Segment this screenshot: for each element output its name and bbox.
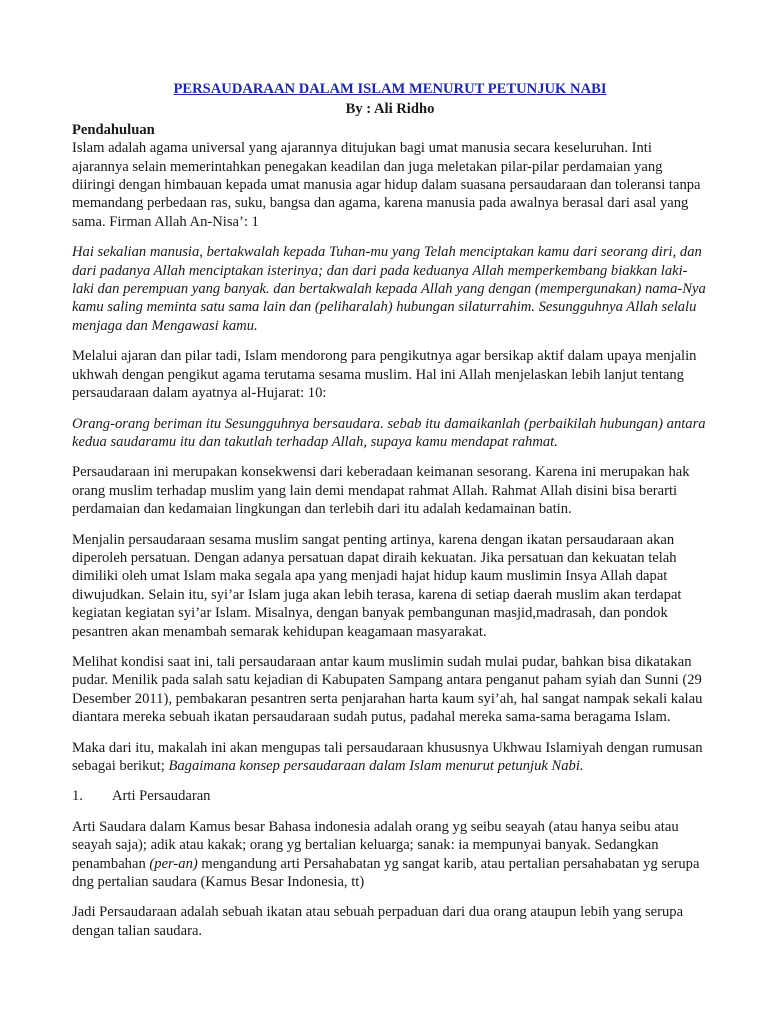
- list-item-label: Arti Persaudaran: [112, 788, 211, 805]
- paragraph-arti-saudara: [72, 818, 708, 892]
- paragraph-rumusan: [72, 739, 708, 776]
- author-byline: By : Ali Ridho: [345, 101, 435, 118]
- rumusan-text: Maka dari itu, makalah ini akan mengupas tali persaudaraan khususnya Ukhwau Islamiyah dengan rumusan sebagai berikut;: [72, 739, 703, 774]
- paragraph-jadi: Jadi Persaudaraan adalah sebuah ikatan atau sebuah perpaduan dari dua orang ataupun lebih yang serupa dengan talian saudara.: [72, 904, 684, 939]
- document-title: PERSAUDARAAN DALAM ISLAM MENURUT PETUNJUK NABI: [173, 81, 607, 97]
- paragraph-ajaran: Melalui ajaran dan pilar tadi, Islam mendorong para pengikutnya agar bersikap aktif dalam upaya menjalin ukhwah dengan pengikut agama terutama sesama muslim. Hal ini Allah menjelaskan lebih lanjut tentang persaudaraan dalam ayatnya al-Hujarat: 10:: [72, 348, 697, 402]
- document-page: [72, 80, 708, 952]
- list-number: 1.: [72, 788, 83, 805]
- numbered-item: [72, 787, 708, 805]
- paragraph-menjalin: Menjalin persaudaraan sesama muslim sangat penting artinya, karena dengan ikatan persaudaraan akan diperoleh persatuan. Dengan adanya persatuan dapat diraih kekuatan. Jika persatuan dan kekuatan telah dimiliki oleh umat Islam maka segala apa yang menjadi hajat hidup kaum muslimin Insya Allah dapat diwujudkan. Selain itu, syi’ar Islam juga akan lebih terasa, karena di setiap daerah muslim akan terdapat kegiatan kegiatan syi’ar Islam. Misalnya, dengan banyak pembangunan masjid,madrasah, dan pondok pesantren akan menambah semarak kehidupan keagamaan masyarakat.: [72, 531, 682, 640]
- quote-an-nisa: Hai sekalian manusia, bertakwalah kepada Tuhan-mu yang Telah menciptakan kamu dari seorang diri, dan dari padanya Allah menciptakan isterinya; dan dari pada keduanya Allah memperkembang biakkan laki-laki dan perempuan yang banyak. dan bertakwalah kepada Allah yang dengan (mempergunakan) nama-Nya kamu saling meminta satu sama lain dan (peliharalah) hubungan silaturrahim. Sesungguhnya Allah selalu menjaga dan Mengawasi kamu.: [72, 244, 706, 334]
- arti-text-a: Arti Saudara dalam Kamus besar Bahasa indonesia adalah orang yg seibu seayah (atau hanya seibu atau seayah saja); adik atau kakak; orang yg bertalian keluarga; sanak: ia mempunyai banyak. Sedangkan penambahan: [72, 818, 679, 872]
- intro-paragraph: Islam adalah agama universal yang ajarannya ditujukan bagi umat manusia secara keseluruhan. Inti ajarannya selain memerintahkan penegakan keadilan dan juga meletakan pilar-pilar perdamaian yang diiringi dengan himbauan kepada umat manusia agar hidup dalam suasana persaudaraan dan toleransi tanpa memandang perbedaan ras, suku, bangsa dan agama, karena manusia pada awalnya berasal dari asal yang sama. Firman Allah An-Nisa’: 1: [72, 140, 701, 230]
- section-heading: Pendahuluan: [72, 121, 155, 138]
- rumusan-question: Bagaimana konsep persaudaraan dalam Islam menurut petunjuk Nabi.: [168, 758, 584, 774]
- quote-al-hujarat: Orang-orang beriman itu Sesungguhnya bersaudara. sebab itu damaikanlah (perbaikilah hubungan) antara kedua saudaramu itu dan takutlah terhadap Allah, supaya kamu mendapat rahmat.: [72, 415, 706, 450]
- arti-text-b: mengandung arti Persahabatan yg sangat karib, atau pertalian persahabatan yg serupa dng pertalian saudara (Kamus Besar Indonesia, tt): [72, 855, 700, 891]
- arti-term: (per-an): [149, 855, 198, 872]
- paragraph-konsekwensi: Persaudaraan ini merupakan konsekwensi dari keberadaan keimanan sesorang. Karena ini merupakan hak orang muslim terhadap muslim yang lain demi mendapat rahmat Allah. Rahmat Allah disini bisa berarti perdamaian dan kedamaian lingkungan dan terlebih dari itu adalah kedamainan batin.: [72, 464, 690, 518]
- paragraph-kondisi: Melihat kondisi saat ini, tali persaudaraan antar kaum muslimin sudah mulai pudar, bahkan bisa dikatakan pudar. Menilik pada salah satu kejadian di Kabupaten Sampang antara penganut paham syiah dan Sunni (29 Desember 2011), pembakaran pesantren serta penjarahan harta kaum syi’ah, hal sangat nampak sekali kalau diantara mereka sebuah ikatan persaudaraan sudah putus, padahal mereka sama-sama beragama Islam.: [72, 653, 703, 726]
